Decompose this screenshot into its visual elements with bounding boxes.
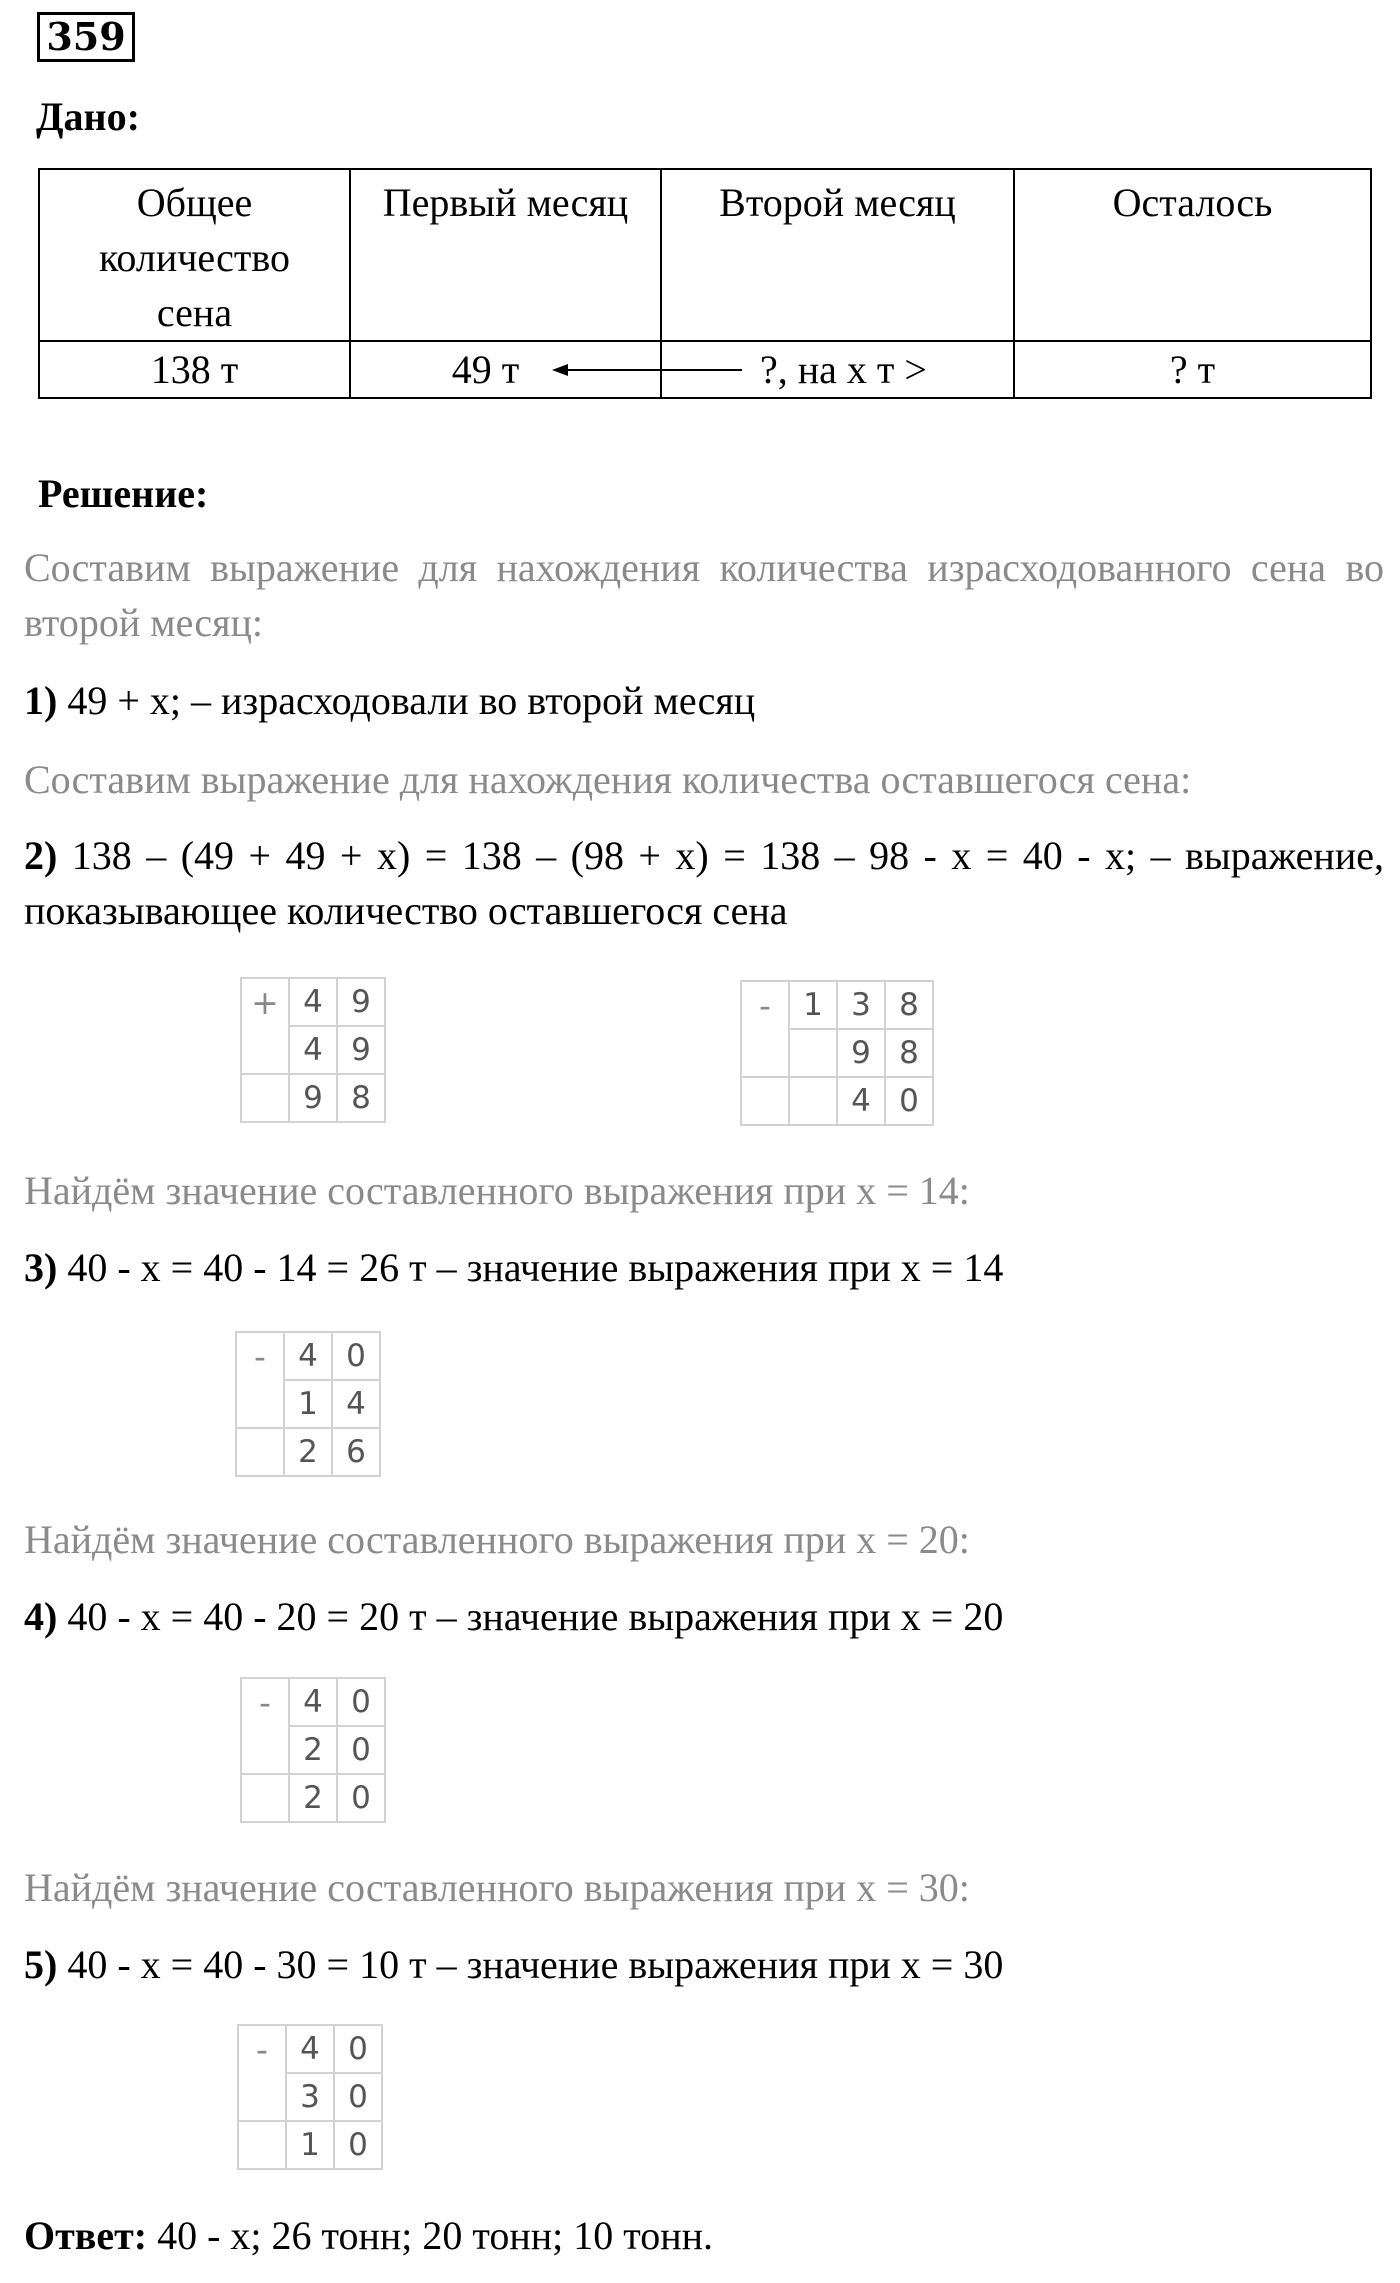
calc-digit: 1 (789, 981, 837, 1029)
calc-digit: 8 (885, 1029, 933, 1077)
step-1-text: 49 + x; – израсходовали во второй месяц (57, 678, 756, 723)
calc-digit: 1 (284, 1380, 332, 1428)
calc-digit: 0 (334, 2025, 382, 2073)
step-2-label: 2) (24, 833, 58, 878)
calc-sub-138-98 (740, 980, 934, 1126)
calc-digit: 2 (289, 1774, 337, 1822)
step-4-label: 4) (24, 1594, 58, 1639)
header-second-month: Второй месяц (661, 169, 1014, 341)
calc-digit: 4 (289, 1026, 337, 1074)
given-table-header-row (39, 169, 1371, 341)
calc-digit: 4 (837, 1077, 885, 1125)
calc-digit: 0 (334, 2073, 382, 2121)
step-5-intro: Найдём значение составленного выражения при x = 30: (24, 1865, 970, 1910)
calc-digit: 9 (837, 1029, 885, 1077)
calc-digit: 0 (332, 1332, 380, 1380)
step-3-label: 3) (24, 1245, 58, 1290)
calc-digit: 8 (885, 981, 933, 1029)
calc-operator: - (241, 1678, 289, 1726)
answer (24, 2208, 713, 2263)
calc-operator: - (741, 981, 789, 1029)
step-2-text: 138 – (49 + 49 + x) = 138 – (98 + x) = 138 – 98 - x = 40 - x; – выражение, показывающее количество оставшегося сена (24, 833, 1384, 933)
answer-label: Ответ: (24, 2213, 148, 2258)
value-first-month: 49 т (350, 341, 661, 398)
step-2-intro: Составим выражение для нахождения количества оставшегося сена: (24, 757, 1192, 802)
calc-add-49-49 (240, 977, 386, 1123)
step-4 (24, 1589, 1003, 1644)
calc-sub-40-14 (235, 1331, 381, 1477)
calc-digit: 4 (289, 978, 337, 1026)
calc-digit: 0 (337, 1774, 385, 1822)
calc-operator: - (236, 1332, 284, 1380)
calc-digit: 2 (284, 1428, 332, 1476)
step-3-intro: Найдём значение составленного выражения при x = 14: (24, 1168, 970, 1213)
given-table (38, 168, 1372, 399)
arrow-left-icon (552, 360, 662, 380)
header-remaining: Осталось (1014, 169, 1371, 341)
value-second-month: ?, на x т > (661, 341, 1014, 398)
given-heading: Дано: (36, 94, 140, 139)
step-5-text: 40 - x = 40 - 30 = 10 т – значение выражения при x = 30 (57, 1942, 1004, 1987)
step-3 (24, 1240, 1003, 1295)
calc-digit: 0 (337, 1678, 385, 1726)
calc-digit: 4 (284, 1332, 332, 1380)
calc-digit: 9 (337, 1026, 385, 1074)
step-4-text: 40 - x = 40 - 20 = 20 т – значение выражения при x = 20 (57, 1594, 1004, 1639)
calc-digit: 4 (332, 1380, 380, 1428)
calc-digit: 0 (885, 1077, 933, 1125)
step-3-text: 40 - x = 40 - 14 = 26 т – значение выражения при x = 14 (57, 1245, 1004, 1290)
step-4-intro: Найдём значение составленного выражения при x = 20: (24, 1517, 970, 1562)
arrow-line-icon (662, 360, 742, 380)
calc-digit: 4 (286, 2025, 334, 2073)
calc-digit: 4 (289, 1678, 337, 1726)
step-1-label: 1) (24, 678, 58, 723)
problem-number: 359 (37, 12, 135, 62)
calc-digit: 8 (337, 1074, 385, 1122)
header-total-hay: Общее количество сена (39, 169, 350, 341)
calc-digit: 0 (337, 1726, 385, 1774)
calc-digit: 3 (837, 981, 885, 1029)
step-1 (24, 673, 755, 728)
given-table-value-row (39, 341, 1371, 398)
step-5 (24, 1937, 1003, 1992)
calc-sub-40-20 (240, 1677, 386, 1823)
step-5-label: 5) (24, 1942, 58, 1987)
calc-operator: - (238, 2025, 286, 2073)
value-total-hay: 138 т (39, 341, 350, 398)
step-2 (24, 828, 1384, 938)
calc-digit: 6 (332, 1428, 380, 1476)
header-first-month: Первый месяц (350, 169, 661, 341)
calc-digit: 1 (286, 2121, 334, 2169)
answer-text: 40 - x; 26 тонн; 20 тонн; 10 тонн. (147, 2213, 714, 2258)
calc-digit: 9 (289, 1074, 337, 1122)
calc-digit: 9 (337, 978, 385, 1026)
calc-digit: 3 (286, 2073, 334, 2121)
solution-heading: Решение: (38, 471, 209, 516)
calc-sub-40-30 (237, 2024, 383, 2170)
calc-digit: 2 (289, 1726, 337, 1774)
step-1-intro: Составим выражение для нахождения количества израсходованного сена во второй месяц: (24, 545, 1384, 645)
calc-operator: + (241, 978, 289, 1026)
value-remaining: ? т (1014, 341, 1371, 398)
calc-digit: 0 (334, 2121, 382, 2169)
